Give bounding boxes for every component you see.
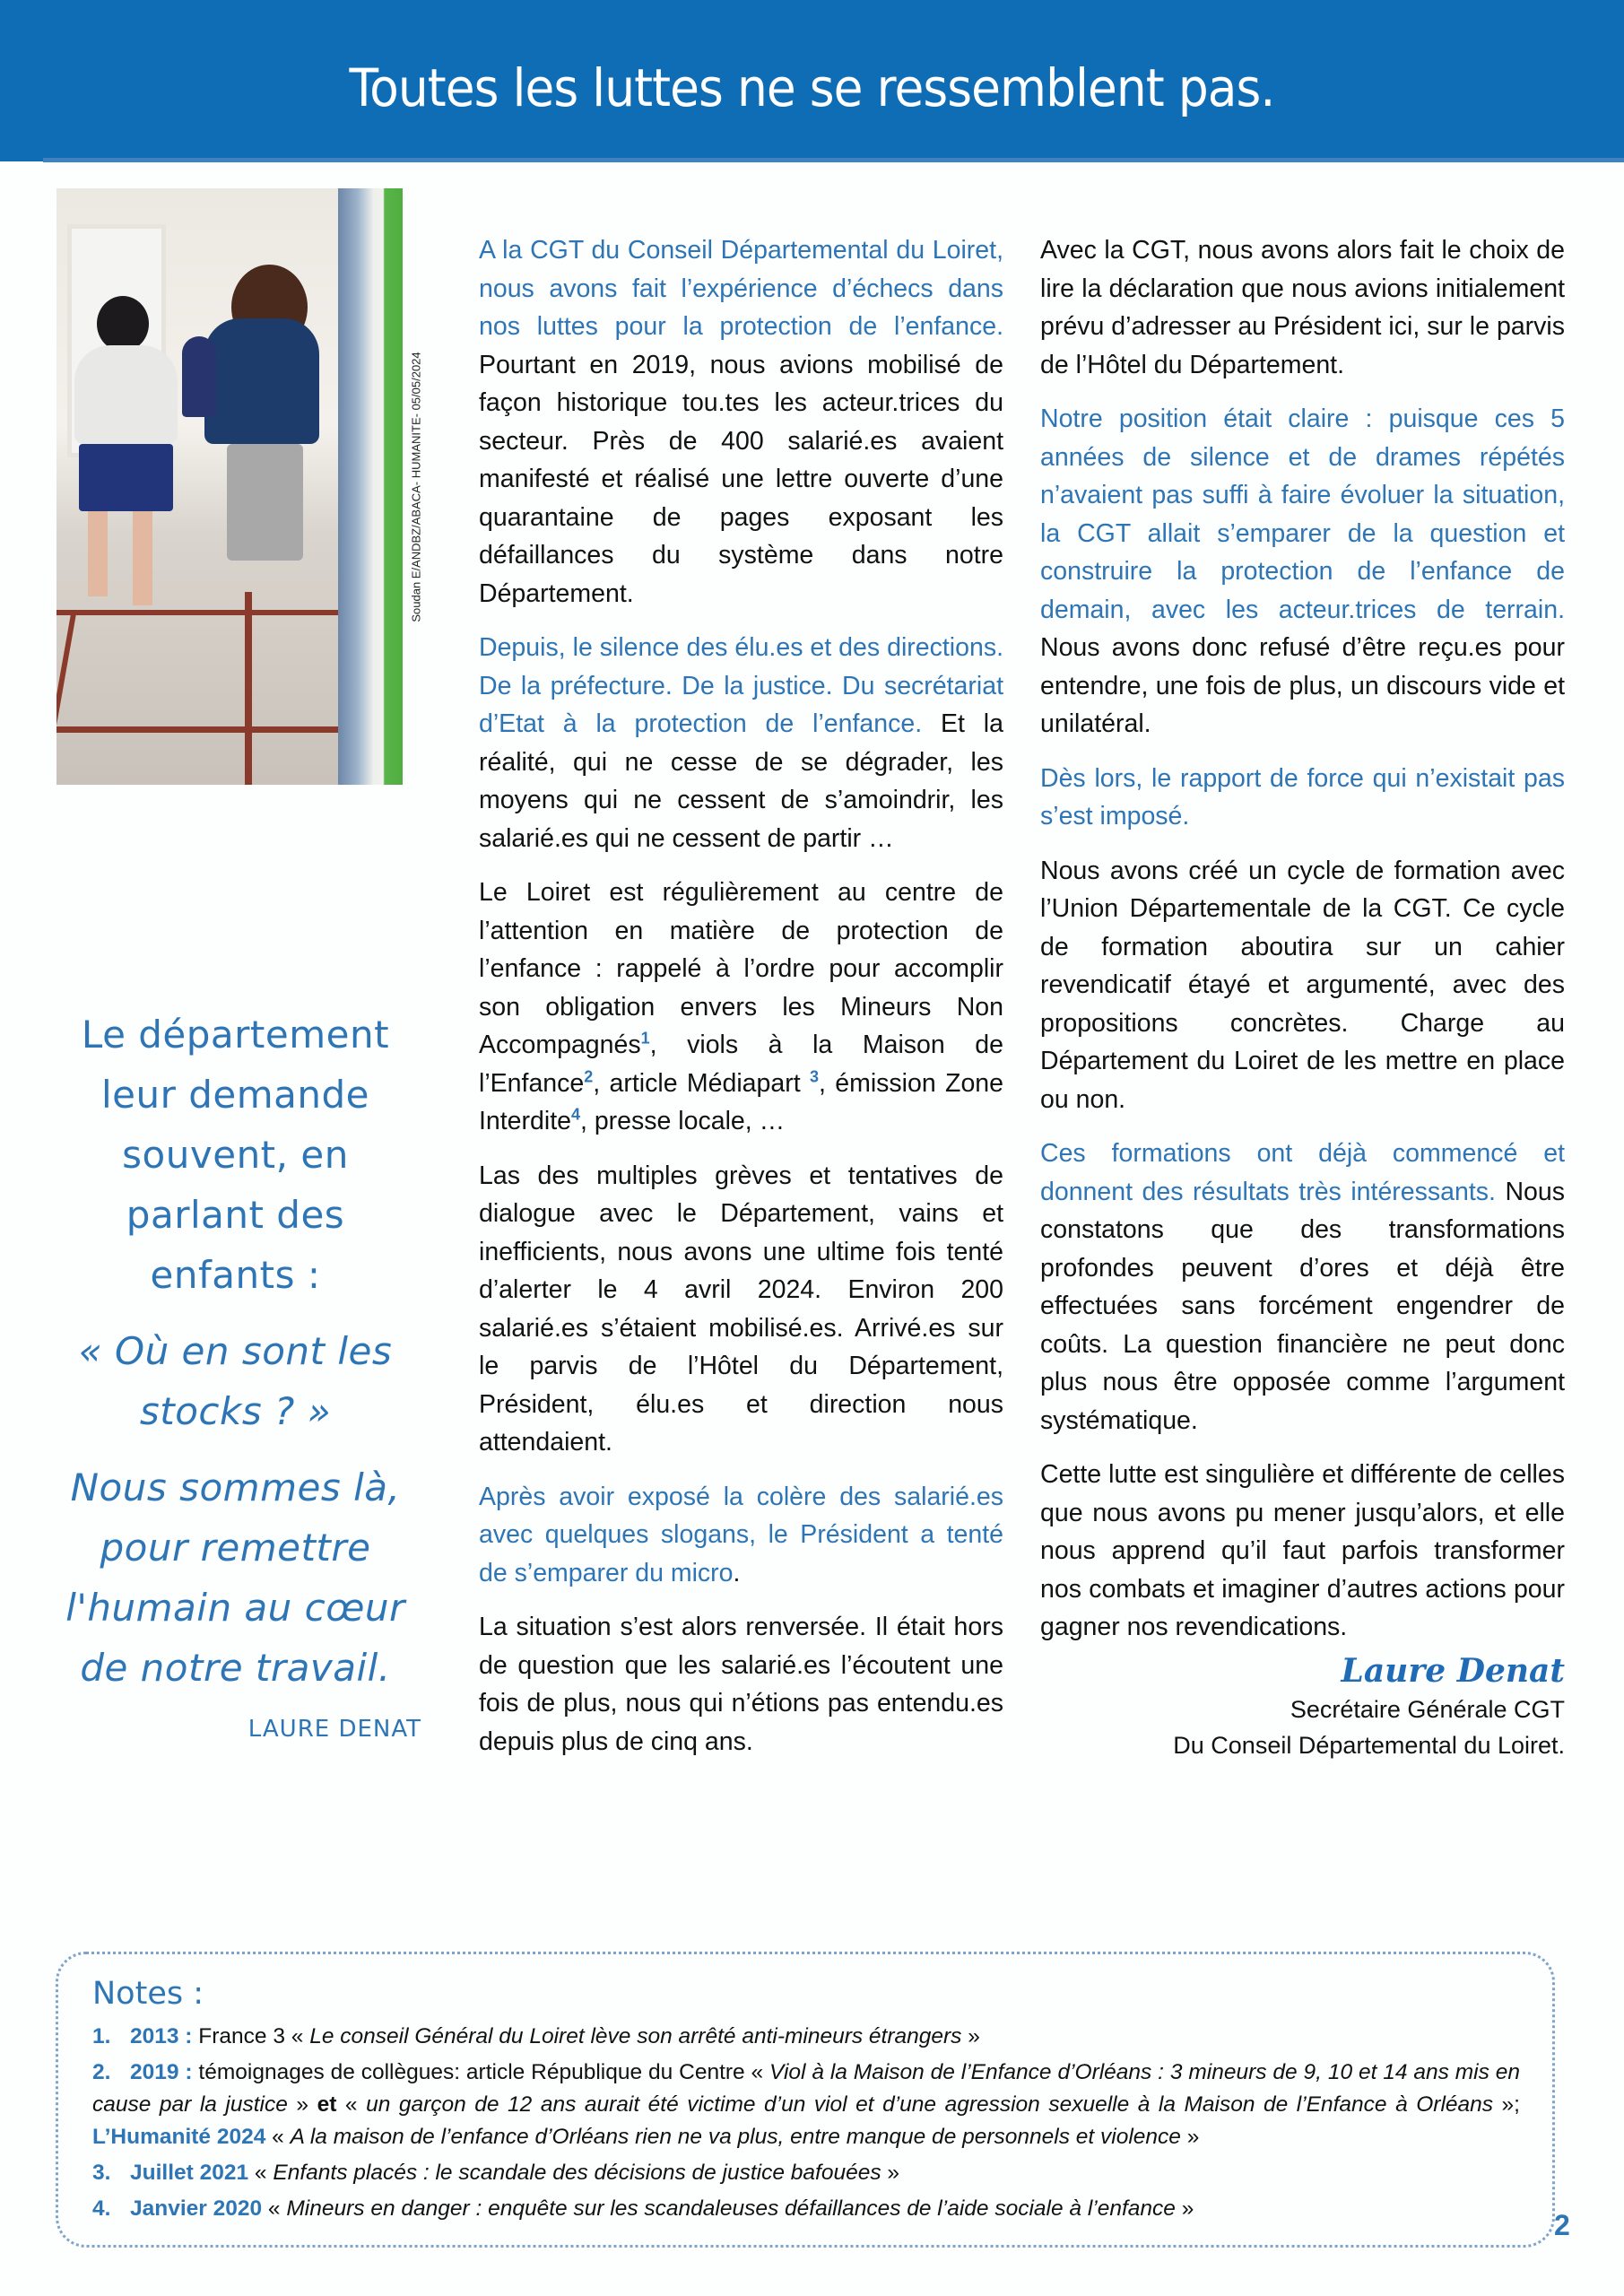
- photo-floor-line: [56, 726, 338, 733]
- pull-quote-author: LAURE DENAT: [248, 1716, 421, 1743]
- highlight-text: Après avoir exposé la colère des salarié.es avec quelques slogans, le Président a tenté de s’emparer du micro: [479, 1482, 1003, 1587]
- note-text: «: [336, 2092, 367, 2117]
- header-rule: [43, 158, 1624, 162]
- paragraph: [479, 231, 1003, 613]
- note-text: »: [287, 2092, 317, 2117]
- photo-adult-legs: [227, 444, 303, 561]
- article-column-2: [1040, 231, 1565, 1763]
- note-number: 1.: [92, 2024, 111, 2048]
- body-text: Le Loiret est régulièrement au centre de l’attention en matière de protection de l’enfance : rappelé à l’ordre pour accomplir son obligation envers les Mineurs Non Accompagnés: [479, 878, 1003, 1059]
- paragraph: La situation s’est alors renversée. Il était hors de question que les salarié.es l’écoutent une fois de plus, nous qui n’étions pas entendu.es depuis plus de cinq ans.: [479, 1613, 1003, 1756]
- page-number: 2: [1554, 2209, 1570, 2241]
- note-article-title: A la maison de l’enfance d’Orléans rien ne va plus, entre manque de personnels et violence: [290, 2125, 1181, 2149]
- note-number: 4.: [92, 2196, 111, 2221]
- body-text: , presse locale, …: [580, 1107, 786, 1135]
- article-photo: [56, 188, 403, 785]
- author-signature: Laure Denat: [1341, 1651, 1565, 1690]
- pull-quote: [49, 1004, 421, 1744]
- paragraph: [1040, 1135, 1565, 1439]
- note-item-2: [92, 2057, 1520, 2153]
- photo-credit-vertical: [406, 188, 426, 785]
- paragraph: Avec la CGT, nous avons alors fait le choix de lire la déclaration que nous avions initialement prévu d’adresser au Président ici, sur le parvis de l’Hôtel du Département.: [1040, 236, 1565, 379]
- notes-title: Notes :: [92, 1976, 204, 2012]
- page-header-banner: [0, 0, 1624, 161]
- paragraph: Las des multiples grèves et tentatives de dialogue avec le Département, vains et inefficients, nous avons une ultime fois tenté d’alerter le 4 avril 2024. Environ 200 salarié.es s’étaient mobilisé.es. Arrivé.es sur le parvis de l’Hôtel du Département, Président, élu.es et direction nous attendaient.: [479, 1161, 1003, 1457]
- body-text: Nous constatons que des transformations profondes peuvent d’ores et déjà être effectuées sans forcément engendrer de coûts. La question financière ne peut donc plus nous être opposée comme l’argument systématique.: [1040, 1177, 1565, 1435]
- paragraph: [479, 1478, 1003, 1593]
- highlight-text: Depuis, le silence des élu.es et des directions. De la préfecture. De la justice. Du secrétariat d’Etat à la protection de l’enfance.: [479, 633, 1003, 738]
- note-text: «: [262, 2196, 287, 2221]
- notes-box: [56, 1952, 1555, 2248]
- paragraph-highlight: Dès lors, le rapport de force qui n’existait pas s’est imposé.: [1040, 763, 1565, 831]
- pull-quote-statement: Nous sommes là, pour remettre l'humain au cœur de notre travail.: [65, 1465, 405, 1690]
- highlight-text: A la CGT du Conseil Départemental du Loiret, nous avons fait l’expérience d’échecs dans nos luttes pour la protection de l’enfance.: [479, 236, 1003, 341]
- photo-child-shorts: [79, 444, 173, 511]
- paragraph: [1040, 400, 1565, 744]
- paragraph: [479, 629, 1003, 857]
- footnote-ref-3[interactable]: 3: [809, 1067, 819, 1085]
- paragraph: Nous avons créé un cycle de formation avec l’Union Départementale de la CGT. Ce cycle de formation aboutira sur un cahier revendicatif étayé et argumenté, avec des propositions concrètes. Charge au Département du Loiret de les mettre en place ou non.: [1040, 856, 1565, 1114]
- notes-list: [92, 2021, 1520, 2229]
- photo-credit-text: Soudan E/ANDBZ/ABACA- HUMANITE- 05/05/2024: [409, 351, 423, 622]
- pull-quote-intro: Le département leur demande souvent, en parlant des enfants :: [81, 1013, 390, 1297]
- photo-floor-line: [56, 610, 77, 780]
- note-article-title: Mineurs en danger : enquête sur les scandaleuses défaillances de l’aide sociale à l’enfance: [286, 2196, 1176, 2221]
- body-text: Nous avons donc refusé d’être reçu.es pour entendre, une fois de plus, un discours vide et unilatéral.: [1040, 633, 1565, 738]
- paragraph: Cette lutte est singulière et différente de celles que nous avons pu mener jusqu’alors, et elle nous apprend qu’il faut parfois transformer nos combats et imaginer d’autres actions pour gagner nos revendications.: [1040, 1460, 1565, 1641]
- note-text: »: [961, 2024, 980, 2048]
- photo-floor-line: [56, 610, 338, 615]
- note-text: «: [248, 2161, 274, 2185]
- footnote-ref-1[interactable]: 1: [640, 1029, 650, 1048]
- body-text: , émission Zone Interdite: [479, 1068, 1003, 1135]
- photo-child-head: [97, 296, 149, 352]
- body-text: Et la réalité, qui ne cesse de se dégrader, les moyens qui ne cessent de s’amoindrir, les salarié.es qui ne cessent de partir …: [479, 709, 1003, 853]
- photo-door-frame: [338, 188, 403, 785]
- note-text: «: [265, 2125, 291, 2149]
- photo-child-middle: [182, 336, 216, 417]
- note-source: L’Humanité 2024: [92, 2125, 266, 2149]
- note-article-title: Le conseil Général du Loiret lève son arrêté anti-mineurs étrangers: [309, 2024, 962, 2048]
- page-title: Toutes les luttes ne se ressemblent pas.: [349, 57, 1275, 118]
- photo-child-shirt: [74, 345, 178, 444]
- footnote-ref-4[interactable]: 4: [570, 1105, 580, 1124]
- note-item-4: [92, 2193, 1520, 2225]
- note-date: 2013 :: [130, 2024, 193, 2048]
- note-text: France 3 «: [192, 2024, 310, 2048]
- note-item-3: [92, 2157, 1520, 2189]
- photo-child-leg: [133, 511, 152, 605]
- body-text: , article Médiapart: [593, 1068, 810, 1098]
- note-date: 2019 :: [130, 2060, 193, 2084]
- body-text: Pourtant en 2019, nous avions mobilisé de façon historique tou.tes les acteur.trices du secteur. Près de 400 salarié.es avaient manifesté et réalisé une lettre ouverte d’une quarantaine de pages exposant les défaillances du système dans notre Département.: [479, 350, 1003, 608]
- note-date: Janvier 2020: [130, 2196, 263, 2221]
- note-article-title: un garçon de 12 ans aurait été victime d’un viol et d’une agression sexuelle à la Maison de l’Enfance à Orléans: [366, 2092, 1494, 2117]
- note-text: »: [881, 2161, 900, 2185]
- note-article-title: Enfants placés : le scandale des décisions de justice bafouées: [273, 2161, 881, 2185]
- note-date: Juillet 2021: [130, 2161, 249, 2185]
- note-text: »: [1175, 2196, 1194, 2221]
- photo-child-leg: [88, 511, 108, 596]
- note-text: »: [1180, 2125, 1200, 2149]
- author-role-line-1: Secrétaire Générale CGT: [1290, 1695, 1565, 1723]
- photo-floor-line: [245, 592, 252, 785]
- paragraph: [479, 874, 1003, 1141]
- pull-quote-question: « Où en sont les stocks ? »: [78, 1329, 393, 1433]
- footnote-ref-2[interactable]: 2: [584, 1067, 594, 1085]
- highlight-text: Ces formations ont déjà commencé et donnent des résultats très intéressants.: [1040, 1139, 1565, 1206]
- note-text: témoignages de collègues: article République du Centre «: [192, 2060, 770, 2084]
- highlight-text: Notre position était claire : puisque ces 5 années de silence et de drames répétés n’avaient pas suffi à faire évoluer la situation, la CGT allait s’emparer de la question et construire la protection de l’enfance de demain, avec les acteur.trices de terrain.: [1040, 404, 1565, 624]
- author-role-line-2: Du Conseil Départemental du Loiret.: [1173, 1731, 1565, 1759]
- body-text: , viols à la Maison de l’Enfance: [479, 1031, 1003, 1098]
- note-text: »;: [1493, 2092, 1520, 2117]
- note-article-title: Viol à la Maison de l’Enfance d’Orléans : 3 mineurs de 9, 10 et 14 ans mis en cause par la justice: [92, 2060, 1520, 2117]
- body-text: .: [733, 1558, 741, 1587]
- note-conjunction: et: [317, 2092, 337, 2117]
- note-number: 3.: [92, 2161, 111, 2185]
- note-number: 2.: [92, 2060, 111, 2084]
- article-column-1: [479, 231, 1003, 1777]
- photo-adult-sweater: [204, 318, 319, 444]
- note-item-1: [92, 2021, 1520, 2053]
